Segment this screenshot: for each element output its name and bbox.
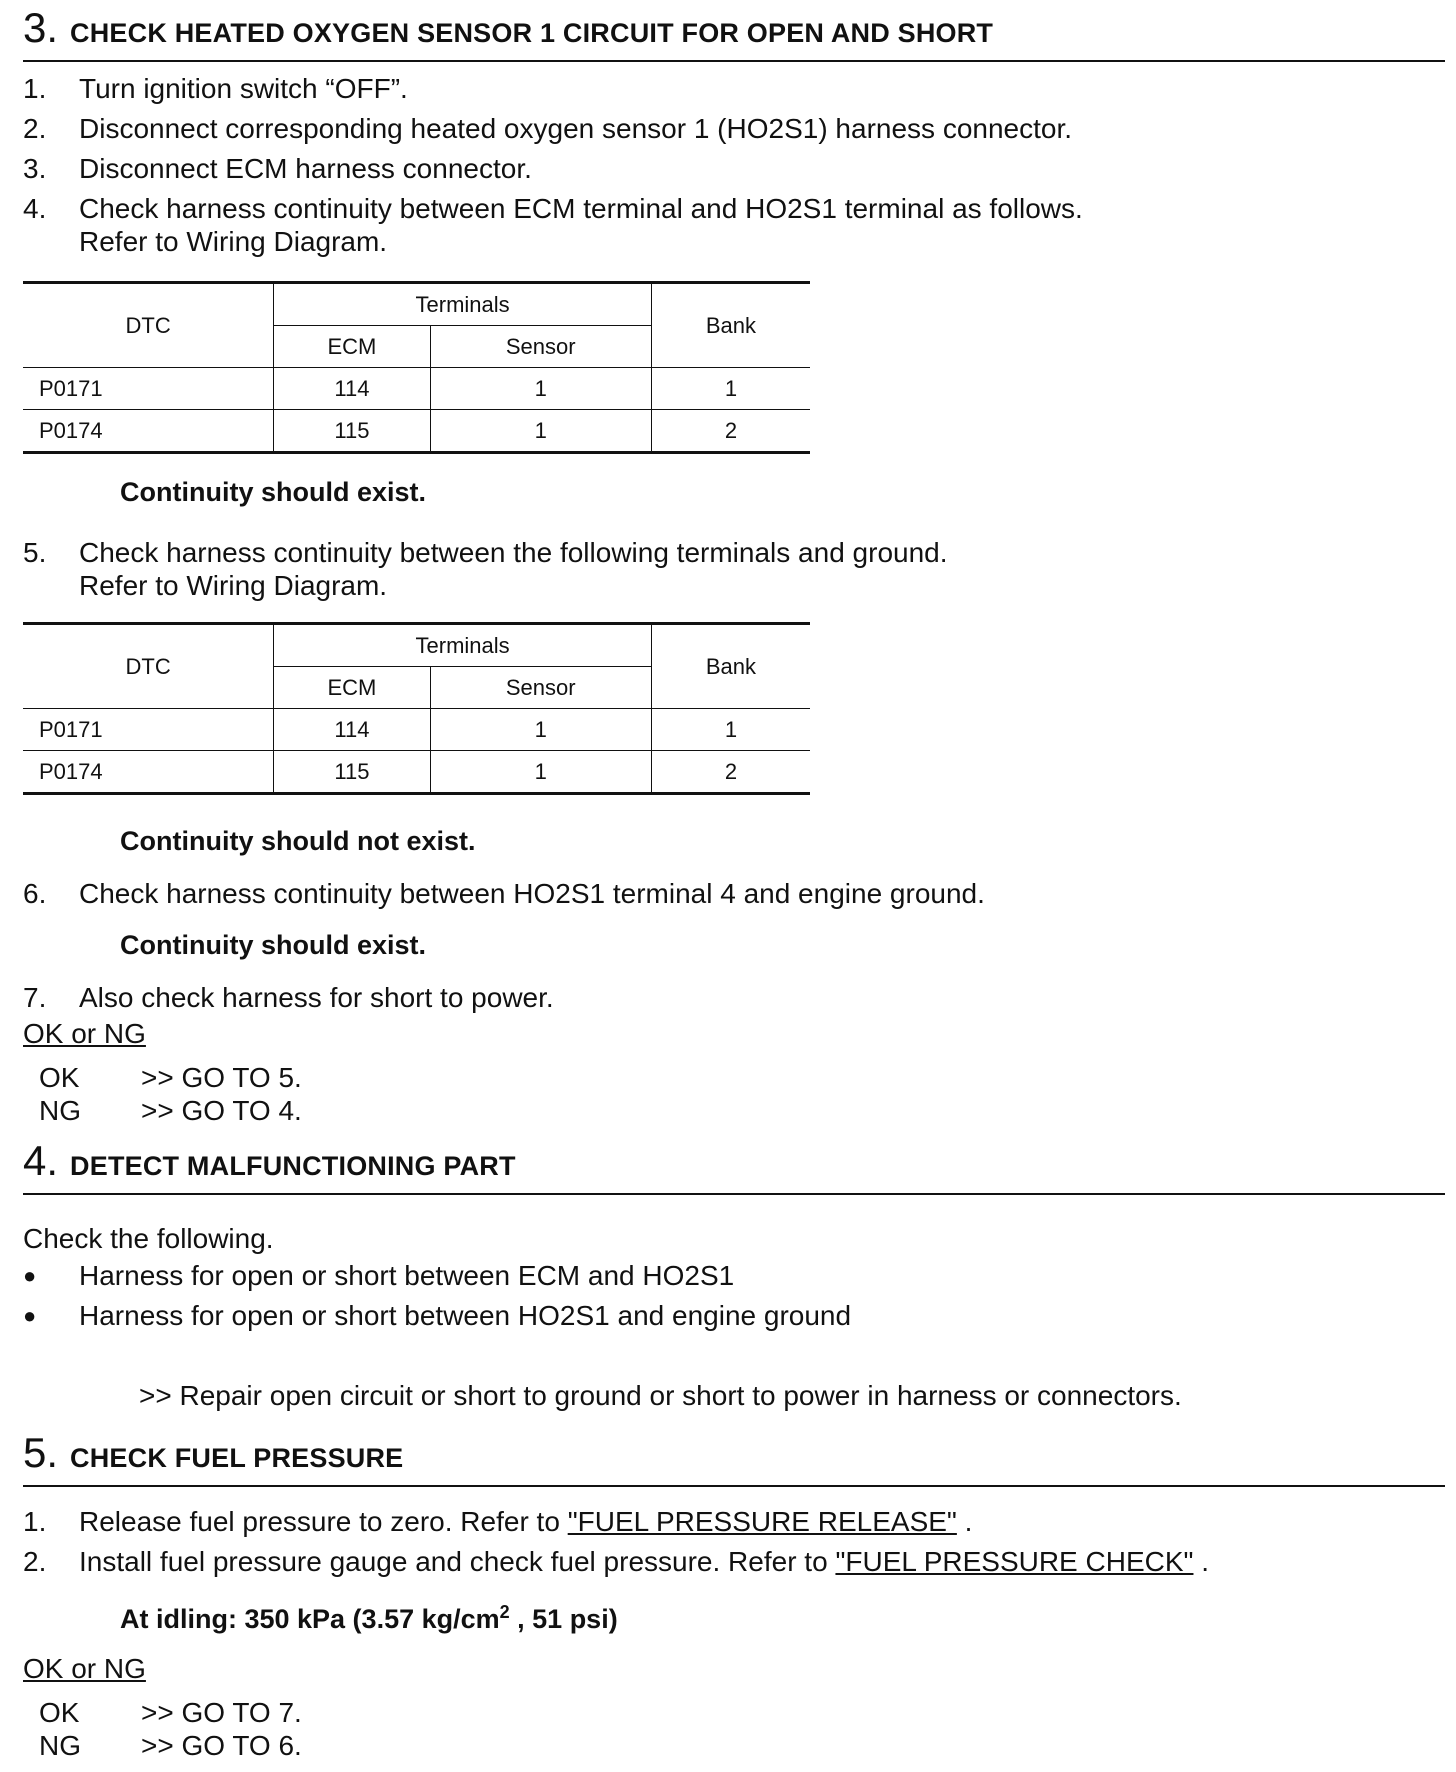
item-number: 1. — [23, 73, 47, 104]
spec-superscript: 2 — [499, 1602, 510, 1622]
continuity-note: Continuity should exist. — [120, 930, 427, 960]
cell-ecm: 114 — [274, 368, 430, 410]
item-number: 5. — [23, 537, 47, 568]
cell-dtc: P0171 — [23, 709, 274, 751]
result-ng — [23, 1729, 302, 1762]
list-item — [23, 981, 1445, 1014]
result-action: >> GO TO 4. — [141, 1095, 302, 1126]
continuity-table-1 — [23, 281, 810, 454]
cell-ecm: 115 — [274, 751, 430, 794]
header-ecm: ECM — [274, 326, 430, 368]
step-3-section — [23, 4, 1445, 62]
header-bank: Bank — [651, 624, 810, 709]
result-options — [23, 1061, 302, 1127]
item-text: Harness for open or short between HO2S1 and engine ground — [79, 1300, 852, 1331]
cell-dtc: P0174 — [23, 751, 274, 794]
list-item — [23, 1256, 851, 1296]
item-text-tail: . — [956, 1506, 973, 1537]
result-key: NG — [39, 1730, 81, 1761]
result-action: >> GO TO 6. — [141, 1730, 302, 1761]
header-sensor: Sensor — [430, 667, 651, 709]
header-terminals: Terminals — [274, 283, 652, 326]
item-text — [79, 192, 1083, 258]
item-text-line: Refer to Wiring Diagram. — [79, 226, 388, 257]
cell-bank: 1 — [651, 368, 810, 410]
step-number: 4 — [23, 1137, 47, 1184]
step-title: CHECK HEATED OXYGEN SENSOR 1 CIRCUIT FOR OPEN AND SHORT — [70, 18, 994, 48]
step-3-list — [23, 72, 1083, 258]
step-5-header — [23, 1429, 1445, 1487]
list-item — [23, 536, 1445, 602]
ok-or-ng-label: OK or NG — [23, 1018, 146, 1049]
item-text: Disconnect ECM harness connector. — [79, 153, 532, 184]
item-text: Disconnect corresponding heated oxygen sensor 1 (HO2S1) harness connector. — [79, 113, 1073, 144]
cell-bank: 1 — [651, 709, 810, 751]
step-dot: . — [46, 4, 59, 51]
result-key: OK — [39, 1062, 80, 1093]
cell-sensor: 1 — [430, 368, 651, 410]
result-ng — [23, 1094, 302, 1127]
item-number: 7. — [23, 982, 47, 1013]
list-item — [23, 192, 1083, 258]
item-text-line: Install fuel pressure gauge and check fuel pressure. Refer to — [79, 1546, 836, 1577]
list-item — [23, 877, 1445, 910]
continuity-table-2 — [23, 622, 810, 795]
list-item — [23, 1545, 1445, 1578]
step-dot: . — [46, 1137, 59, 1184]
cell-dtc: P0174 — [23, 410, 274, 453]
table-row — [23, 368, 810, 410]
result-options — [23, 1696, 302, 1762]
step-5-section — [23, 1429, 1445, 1487]
header-terminals: Terminals — [274, 624, 652, 667]
list-item — [23, 72, 1083, 105]
result-key: NG — [39, 1095, 81, 1126]
result-action: >> GO TO 7. — [141, 1697, 302, 1728]
result-ok — [23, 1696, 302, 1729]
item-text — [79, 1505, 1445, 1538]
table-row — [23, 410, 810, 453]
step-dot: . — [46, 1429, 59, 1476]
item-number: 4. — [23, 193, 47, 224]
item-text-tail: . — [1193, 1546, 1210, 1577]
item-text-line: Release fuel pressure to zero. Refer to — [79, 1506, 568, 1537]
cell-sensor: 1 — [430, 410, 651, 453]
item-text-line: Check harness continuity between ECM terminal and HO2S1 terminal as follows. — [79, 193, 1083, 224]
table-row — [23, 751, 810, 794]
cell-bank: 2 — [651, 751, 810, 794]
item-text — [79, 536, 1445, 602]
step-4-section — [23, 1137, 1445, 1195]
cell-dtc: P0171 — [23, 368, 274, 410]
header-ecm: ECM — [274, 667, 430, 709]
bullet-icon: ● — [23, 1303, 37, 1328]
step-title: CHECK FUEL PRESSURE — [70, 1443, 404, 1473]
step-5-list — [23, 1505, 1445, 1578]
cell-sensor: 1 — [430, 751, 651, 794]
header-sensor: Sensor — [430, 326, 651, 368]
item-number: 3. — [23, 153, 47, 184]
item-text: Turn ignition switch “OFF”. — [79, 73, 408, 104]
step-4-intro: Check the following. — [23, 1223, 274, 1254]
step-3-header — [23, 4, 1445, 62]
list-item — [23, 1296, 851, 1336]
spec-text: At idling: 350 kPa (3.57 kg/cm — [120, 1604, 500, 1634]
continuity-note: Continuity should not exist. — [120, 826, 476, 856]
header-dtc: DTC — [23, 283, 274, 368]
item-text: Also check harness for short to power. — [79, 982, 554, 1013]
fuel-pressure-release-link[interactable]: "FUEL PRESSURE RELEASE" — [567, 1506, 957, 1537]
step-number: 3 — [23, 4, 47, 51]
item-number: 2. — [23, 1546, 47, 1577]
header-bank: Bank — [651, 283, 810, 368]
result-action: >> GO TO 5. — [141, 1062, 302, 1093]
bullet-icon: ● — [23, 1263, 37, 1288]
result-ok — [23, 1061, 302, 1094]
list-item — [23, 112, 1083, 145]
cell-sensor: 1 — [430, 709, 651, 751]
item-number: 6. — [23, 878, 47, 909]
spec-text: , 51 psi) — [509, 1604, 618, 1634]
continuity-note: Continuity should exist. — [120, 477, 427, 507]
cell-ecm: 115 — [274, 410, 430, 453]
step-4-bullets — [23, 1256, 851, 1336]
step-title: DETECT MALFUNCTIONING PART — [70, 1151, 516, 1181]
ok-or-ng-label: OK or NG — [23, 1653, 146, 1684]
table-row — [23, 709, 810, 751]
fuel-pressure-spec — [23, 1602, 618, 1635]
result-key: OK — [39, 1697, 80, 1728]
header-dtc: DTC — [23, 624, 274, 709]
repair-action: >> Repair open circuit or short to ground or short to power in harness or connectors. — [139, 1380, 1182, 1411]
item-text — [79, 1545, 1445, 1578]
item-number: 1. — [23, 1506, 47, 1537]
cell-ecm: 114 — [274, 709, 430, 751]
step-4-header — [23, 1137, 1445, 1195]
list-item — [23, 152, 1083, 185]
fuel-pressure-check-link[interactable]: "FUEL PRESSURE CHECK" — [835, 1546, 1194, 1577]
step-number: 5 — [23, 1429, 47, 1476]
item-number: 2. — [23, 113, 47, 144]
item-text-line: Check harness continuity between the following terminals and ground. — [79, 537, 948, 568]
cell-bank: 2 — [651, 410, 810, 453]
item-text-line: Refer to Wiring Diagram. — [79, 570, 388, 601]
item-text: Check harness continuity between HO2S1 terminal 4 and engine ground. — [79, 878, 985, 909]
item-text: Harness for open or short between ECM and HO2S1 — [79, 1260, 735, 1291]
list-item — [23, 1505, 1445, 1538]
